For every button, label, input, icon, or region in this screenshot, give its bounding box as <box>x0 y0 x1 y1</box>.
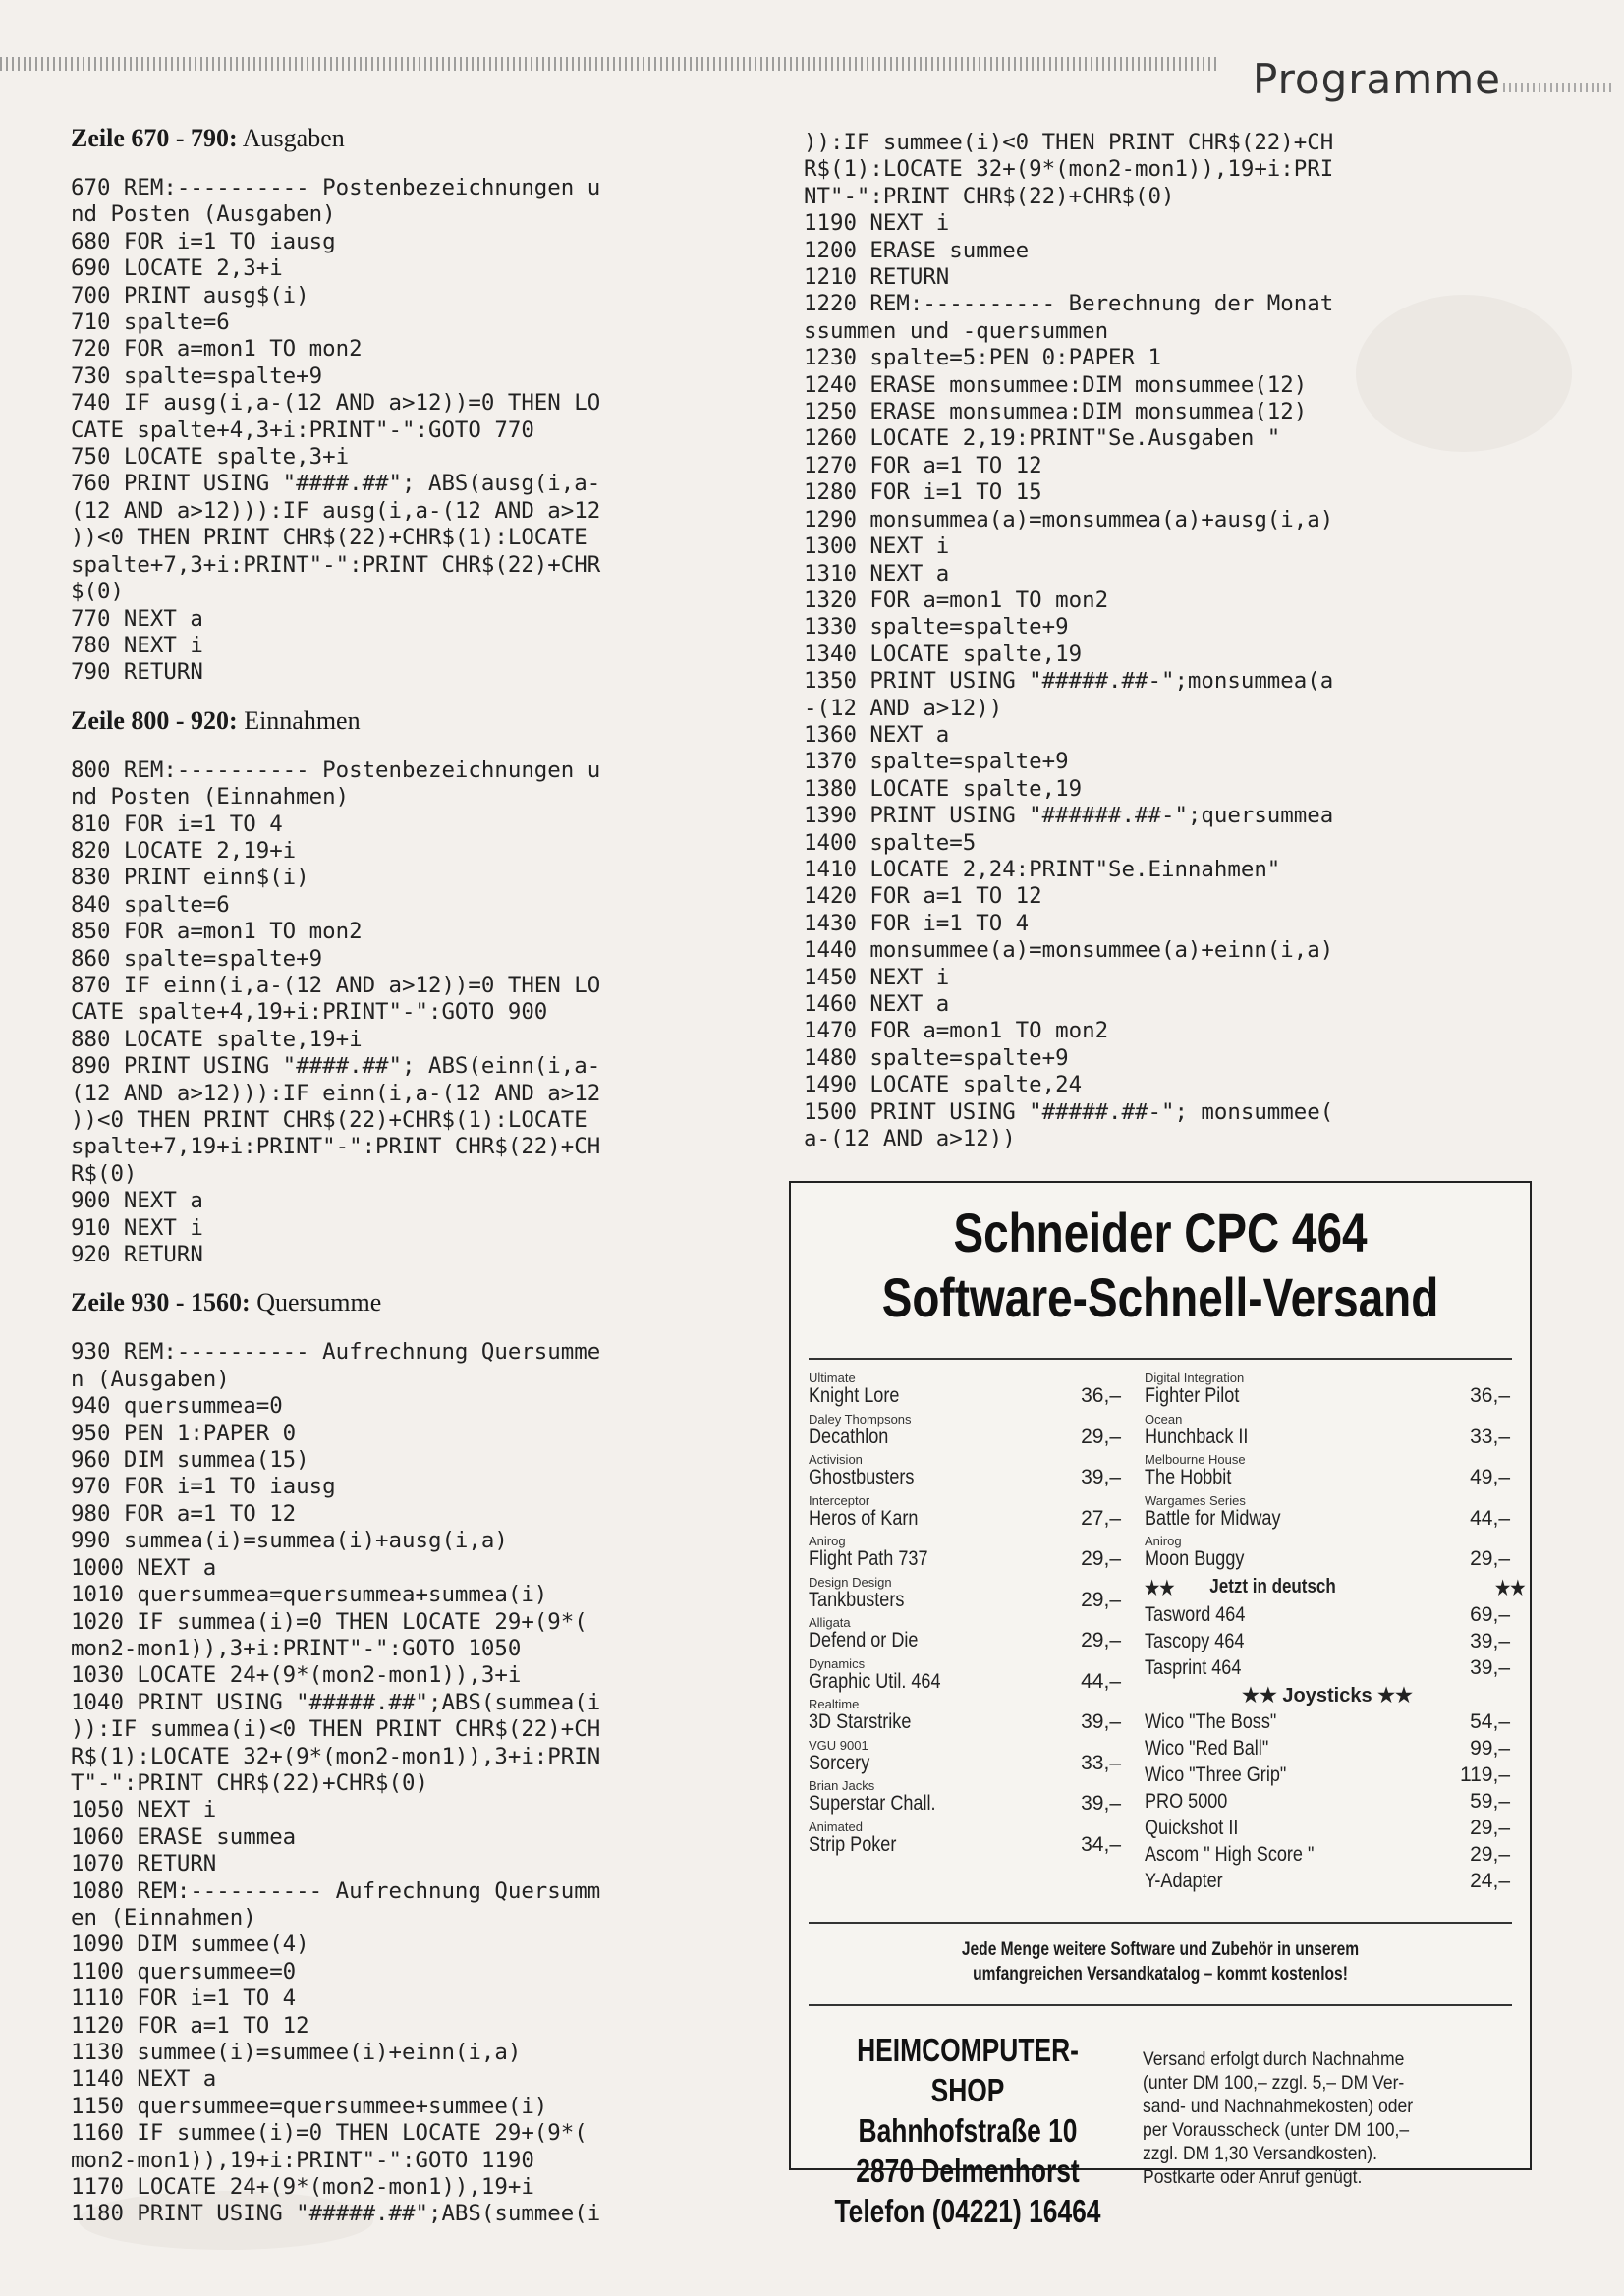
product-row <box>809 1535 1121 1576</box>
code-line: nd Posten (Einnahmen) <box>71 784 350 811</box>
code-line: 690 LOCATE 2,3+i <box>71 255 283 282</box>
product-name: Wico "The Boss" <box>1145 1709 1277 1733</box>
product-price: 69,– <box>1470 1602 1510 1626</box>
code-line: 710 spalte=6 <box>71 309 230 336</box>
product-row <box>809 1616 1121 1657</box>
code-line: T"-":PRINT CHR$(22)+CHR$(0) <box>71 1769 428 1796</box>
code-line: 1350 PRINT USING "#####.##-";monsummea(a <box>804 668 1334 695</box>
section-heading <box>71 1288 719 1317</box>
ad-divider <box>809 1922 1512 1924</box>
german-heading-text: Jetzt in deutsch <box>1209 1575 1336 1597</box>
code-line: 900 NEXT a <box>71 1188 203 1214</box>
code-line: 1500 PRINT USING "#####.##-"; monsummee( <box>804 1098 1334 1125</box>
product-publisher: Digital Integration <box>1145 1371 1245 1385</box>
code-line: mon2-mon1)),19+i:PRINT"-":GOTO 1190 <box>71 2147 534 2173</box>
product-name: Tankbusters <box>809 1588 905 1611</box>
product-name: Wico "Three Grip" <box>1145 1763 1287 1786</box>
code-line: 950 PEN 1:PAPER 0 <box>71 1420 297 1446</box>
code-line: 1310 NEXT a <box>804 560 950 587</box>
code-line: 1150 quersummee=quersummee+summee(i) <box>71 2093 548 2119</box>
product-price: 29,– <box>1470 1816 1510 1839</box>
product-price: 24,– <box>1470 1869 1510 1892</box>
product-name: Flight Path 737 <box>809 1547 928 1570</box>
code-line: 980 FOR a=1 TO 12 <box>71 1500 297 1527</box>
text-line: Versand erfolgt durch Nachnahme <box>1143 2048 1405 2070</box>
product-price: 36,– <box>1081 1384 1121 1407</box>
shop-phone: Telefon (04221) 16464 <box>834 2193 1101 2229</box>
product-row <box>1145 1817 1510 1843</box>
code-line: 1330 spalte=spalte+9 <box>804 614 1069 641</box>
shop-name: HEIMCOMPUTER-SHOP <box>857 2032 1079 2108</box>
code-line: 1440 monsummee(a)=monsummee(a)+einn(i,a) <box>804 937 1334 964</box>
ad-subtitle: Software-Schnell-Versand <box>881 1266 1439 1328</box>
product-price: 44,– <box>1081 1669 1121 1693</box>
product-name: Defend or Die <box>809 1629 919 1652</box>
product-price: 29,– <box>1081 1629 1121 1652</box>
product-name: Graphic Util. 464 <box>809 1669 941 1693</box>
code-line: 860 spalte=spalte+9 <box>71 945 323 972</box>
product-name: Hunchback II <box>1145 1425 1249 1448</box>
product-price: 36,– <box>1470 1384 1510 1407</box>
heading-lines: Zeile 930 - 1560: <box>71 1288 251 1317</box>
product-row <box>809 1739 1121 1780</box>
code-line: 850 FOR a=mon1 TO mon2 <box>71 919 363 945</box>
product-publisher: Ultimate <box>809 1371 856 1385</box>
code-listing <box>71 757 719 1269</box>
product-name: Tascopy 464 <box>1145 1629 1245 1652</box>
code-line: R$(1):LOCATE 32+(9*(mon2-mon1)),19+i:PRI <box>804 156 1334 183</box>
section-ausgaben <box>71 124 719 687</box>
code-line: 1180 PRINT USING "#####.##";ABS(summee(i <box>71 2201 601 2227</box>
code-line: 840 spalte=6 <box>71 891 230 918</box>
code-line: en (Einnahmen) <box>71 1904 256 1931</box>
code-line: 1390 PRINT USING "######.##-";quersummea <box>804 803 1334 829</box>
code-line: 970 FOR i=1 TO iausg <box>71 1474 336 1500</box>
product-row <box>1145 1843 1510 1870</box>
product-publisher: Anirog <box>809 1534 846 1548</box>
product-price: 119,– <box>1460 1763 1510 1786</box>
text-line: zzgl. DM 1,30 Versandkosten). <box>1143 2143 1377 2164</box>
product-row <box>1145 1494 1510 1536</box>
code-line: R$(0) <box>71 1160 138 1187</box>
german-product-list <box>1145 1603 1510 1683</box>
product-name: Superstar Chall. <box>809 1792 936 1815</box>
product-row <box>1145 1764 1510 1790</box>
text-line: per Vorausscheck (unter DM 100,– <box>1143 2119 1410 2141</box>
product-price: 27,– <box>1081 1506 1121 1530</box>
product-price: 33,– <box>1470 1425 1510 1448</box>
code-line: )):IF summea(i)<0 THEN PRINT CHR$(22)+CH <box>71 1716 601 1743</box>
code-line: 920 RETURN <box>71 1242 203 1268</box>
product-price: 39,– <box>1081 1466 1121 1488</box>
product-row <box>1145 1535 1510 1576</box>
code-line: $(0) <box>71 579 124 605</box>
product-name: The Hobbit <box>1145 1466 1232 1488</box>
shop-street: Bahnhofstraße 10 <box>858 2112 1078 2149</box>
code-line: 1340 LOCATE spalte,19 <box>804 641 1083 667</box>
code-line: 1060 ERASE summea <box>71 1823 297 1850</box>
header-rule-left <box>0 57 1218 71</box>
product-row <box>1145 1413 1510 1454</box>
code-line: nd Posten (Ausgaben) <box>71 201 336 228</box>
code-line: CATE spalte+4,3+i:PRINT"-":GOTO 770 <box>71 417 534 443</box>
code-line: 720 FOR a=mon1 TO mon2 <box>71 336 363 363</box>
code-line: 1040 PRINT USING "#####.##";ABS(summea(i <box>71 1689 601 1715</box>
product-name: Strip Poker <box>809 1832 897 1856</box>
code-listing-continued <box>804 130 1491 1152</box>
product-publisher: Design Design <box>809 1574 892 1590</box>
code-line: 1000 NEXT a <box>71 1554 217 1581</box>
shop-address <box>834 2030 1101 2231</box>
text-line: (unter DM 100,– zzgl. 5,– DM Ver- <box>1143 2072 1405 2094</box>
code-line: 1430 FOR i=1 TO 4 <box>804 910 1030 936</box>
code-line: ssummen und -quersummen <box>804 317 1109 344</box>
code-line: n (Ausgaben) <box>71 1366 230 1392</box>
section-einnahmen <box>71 706 719 1269</box>
code-line: 1410 LOCATE 2,24:PRINT"Se.Einnahmen" <box>804 856 1281 882</box>
code-line: 1290 monsummea(a)=monsummea(a)+ausg(i,a) <box>804 506 1334 532</box>
product-publisher: Ocean <box>1145 1411 1183 1427</box>
product-publisher: Daley Thompsons <box>809 1411 912 1427</box>
right-column <box>804 130 1491 1172</box>
code-line: 740 IF ausg(i,a-(12 AND a>12))=0 THEN LO <box>71 390 601 417</box>
code-line: NT"-":PRINT CHR$(22)+CHR$(0) <box>804 183 1175 209</box>
product-price: 54,– <box>1470 1709 1510 1733</box>
code-line: 1260 LOCATE 2,19:PRINT"Se.Ausgaben " <box>804 425 1281 452</box>
code-line: 1490 LOCATE spalte,24 <box>804 1072 1083 1098</box>
star-icon: ★★ <box>1145 1577 1175 1599</box>
product-publisher: Wargames Series <box>1145 1492 1246 1508</box>
code-line: a-(12 AND a>12)) <box>804 1126 1016 1152</box>
product-price: 39,– <box>1081 1792 1121 1815</box>
product-name: Decathlon <box>809 1425 889 1448</box>
product-price: 29,– <box>1081 1547 1121 1570</box>
code-line: 880 LOCATE spalte,19+i <box>71 1026 363 1052</box>
catalog-note <box>858 1937 1464 1987</box>
code-line: 790 RETURN <box>71 659 203 686</box>
code-line: 910 NEXT i <box>71 1214 203 1241</box>
product-price: 99,– <box>1470 1736 1510 1760</box>
product-price: 29,– <box>1081 1425 1121 1448</box>
code-line: 760 PRINT USING "####.##"; ABS(ausg(i,a- <box>71 471 601 497</box>
page-header-title: Programme <box>1253 55 1501 103</box>
product-price: 29,– <box>1470 1547 1510 1570</box>
product-publisher: Interceptor <box>809 1492 870 1508</box>
left-column <box>71 116 719 2248</box>
code-listing <box>71 1339 719 2227</box>
product-publisher: Realtime <box>809 1697 860 1711</box>
product-name: Ascom " High Score " <box>1145 1842 1315 1866</box>
ad-title: Schneider CPC 464 <box>953 1202 1368 1263</box>
product-price: 33,– <box>1081 1751 1121 1774</box>
code-line: 810 FOR i=1 TO 4 <box>71 811 283 837</box>
product-name: Wico "Red Ball" <box>1145 1736 1269 1760</box>
product-publisher: Anirog <box>1145 1534 1182 1548</box>
code-line: 800 REM:---------- Postenbezeichnungen u <box>71 756 601 783</box>
code-line: 1240 ERASE monsummee:DIM monsummee(12) <box>804 371 1308 398</box>
code-line: 1420 FOR a=1 TO 12 <box>804 883 1042 910</box>
product-price: 29,– <box>1081 1588 1121 1611</box>
product-row <box>809 1494 1121 1536</box>
product-row <box>1145 1710 1510 1737</box>
code-line: 1080 REM:---------- Aufrechnung Quersumm <box>71 1877 601 1904</box>
ad-divider <box>809 1358 1512 1360</box>
code-line: 1210 RETURN <box>804 264 950 291</box>
code-line: 1110 FOR i=1 TO 4 <box>71 1986 297 2012</box>
header-rule-right <box>1503 83 1611 92</box>
joystick-product-list <box>1145 1710 1510 1896</box>
code-line: 990 summea(i)=summea(i)+ausg(i,a) <box>71 1528 508 1554</box>
product-price: 29,– <box>1470 1842 1510 1866</box>
product-price: 34,– <box>1081 1832 1121 1856</box>
code-line: 1370 spalte=spalte+9 <box>804 749 1069 775</box>
code-line: 1140 NEXT a <box>71 2066 217 2093</box>
product-list-right <box>1145 1371 1526 1896</box>
product-row <box>1145 1603 1510 1630</box>
code-line: CATE spalte+4,19+i:PRINT"-":GOTO 900 <box>71 999 548 1026</box>
code-line: 1270 FOR a=1 TO 12 <box>804 452 1042 478</box>
code-line: (12 AND a>12))):IF ausg(i,a-(12 AND a>12 <box>71 497 601 524</box>
code-line: 1470 FOR a=mon1 TO mon2 <box>804 1018 1109 1044</box>
product-row <box>1145 1372 1510 1413</box>
product-name: Fighter Pilot <box>1145 1384 1240 1407</box>
code-line: 1200 ERASE summee <box>804 237 1030 263</box>
code-line: 820 LOCATE 2,19+i <box>71 837 297 864</box>
product-row <box>809 1820 1121 1862</box>
product-row <box>1145 1870 1510 1896</box>
code-line: 1030 LOCATE 24+(9*(mon2-mon1)),3+i <box>71 1662 522 1689</box>
code-line: 1220 REM:---------- Berechnung der Monat <box>804 291 1334 317</box>
product-name: Ghostbusters <box>809 1466 915 1488</box>
code-line: 870 IF einn(i,a-(12 AND a>12))=0 THEN LO <box>71 972 601 998</box>
product-price: 59,– <box>1470 1789 1510 1813</box>
product-row <box>809 1779 1121 1820</box>
code-line: 1160 IF summee(i)=0 THEN LOCATE 29+(9*( <box>71 2120 588 2147</box>
code-line: 1190 NEXT i <box>804 210 950 237</box>
code-line: 1480 spalte=spalte+9 <box>804 1044 1069 1071</box>
catalog-note-line: Jede Menge weitere Software und Zubehör in unserem <box>961 1939 1360 1960</box>
code-line: 940 quersummea=0 <box>71 1393 283 1420</box>
product-row <box>1145 1737 1510 1764</box>
heading-label: Einnahmen <box>237 705 361 735</box>
product-publisher: Melbourne House <box>1145 1452 1246 1467</box>
star-icon: ★★ <box>1495 1577 1526 1599</box>
code-line: 1460 NEXT a <box>804 991 950 1017</box>
code-line: 830 PRINT einn$(i) <box>71 865 309 891</box>
code-line: 1130 summee(i)=summee(i)+einn(i,a) <box>71 2040 522 2065</box>
product-row <box>809 1698 1121 1739</box>
code-line: -(12 AND a>12)) <box>804 695 1003 721</box>
product-name: 3D Starstrike <box>809 1710 912 1733</box>
heading-lines: Zeile 670 - 790: <box>71 124 238 152</box>
advertisement <box>789 1181 1532 2229</box>
code-line: 1230 spalte=5:PEN 0:PAPER 1 <box>804 345 1161 371</box>
joystick-heading: ★★ Joysticks ★★ <box>1241 1684 1413 1707</box>
code-line: 730 spalte=spalte+9 <box>71 363 323 389</box>
product-publisher: Activision <box>809 1452 863 1467</box>
code-line: 1100 quersummee=0 <box>71 1958 297 1985</box>
ad-divider <box>809 2004 1512 2006</box>
code-line: spalte+7,19+i:PRINT"-":PRINT CHR$(22)+CH <box>71 1134 601 1160</box>
product-row <box>1145 1656 1510 1683</box>
product-price: 44,– <box>1470 1506 1510 1530</box>
code-line: 780 NEXT i <box>71 632 203 658</box>
code-line: 770 NEXT a <box>71 605 203 632</box>
product-name: Battle for Midway <box>1145 1506 1281 1530</box>
product-publisher: Brian Jacks <box>809 1778 875 1793</box>
code-line: 750 LOCATE spalte,3+i <box>71 444 350 471</box>
code-line: 1170 LOCATE 24+(9*(mon2-mon1)),19+i <box>71 2174 534 2201</box>
product-row <box>1145 1630 1510 1656</box>
shop-city: 2870 Delmenhorst <box>856 2153 1080 2189</box>
product-name: Moon Buggy <box>1145 1547 1245 1570</box>
heading-label: Ausgaben <box>237 124 345 152</box>
product-price: 39,– <box>1470 1629 1510 1652</box>
code-line: R$(1):LOCATE 32+(9*(mon2-mon1)),3+i:PRIN <box>71 1743 601 1769</box>
product-row <box>1145 1790 1510 1817</box>
product-list-left <box>809 1372 1121 1861</box>
code-line: 700 PRINT ausg$(i) <box>71 282 309 308</box>
product-row <box>809 1413 1121 1454</box>
product-publisher: Dynamics <box>809 1655 866 1671</box>
code-line: 680 FOR i=1 TO iausg <box>71 228 336 254</box>
product-row <box>809 1372 1121 1413</box>
product-name: Sorcery <box>809 1751 870 1774</box>
catalog-note-line: umfangreichen Versandkatalog – kommt kostenlos! <box>973 1964 1348 1985</box>
code-line: )):IF summee(i)<0 THEN PRINT CHR$(22)+CH <box>804 130 1334 155</box>
german-heading <box>1145 1575 1526 1603</box>
product-name: Y-Adapter <box>1145 1869 1223 1892</box>
code-line: 1250 ERASE monsummea:DIM monsummea(12) <box>804 399 1308 425</box>
product-row <box>809 1576 1121 1617</box>
product-name: Knight Lore <box>809 1384 900 1407</box>
code-line: 1400 spalte=5 <box>804 829 977 856</box>
product-name: Heros of Karn <box>809 1506 919 1530</box>
product-publisher: VGU 9001 <box>809 1737 868 1753</box>
section-quersumme <box>71 1288 719 2227</box>
product-name: Tasword 464 <box>1145 1602 1246 1626</box>
code-line: 1090 DIM summee(4) <box>71 1932 309 1958</box>
code-line: 1020 IF summea(i)=0 THEN LOCATE 29+(9*( <box>71 1608 588 1635</box>
product-name: Tasprint 464 <box>1145 1655 1242 1679</box>
shipping-info <box>1143 2047 1434 2189</box>
code-line: 1360 NEXT a <box>804 721 950 748</box>
product-name: PRO 5000 <box>1145 1789 1228 1813</box>
code-line: 1070 RETURN <box>71 1851 217 1877</box>
code-listing <box>71 175 719 687</box>
text-line: sand- und Nachnahmekosten) oder <box>1143 2096 1414 2117</box>
code-line: 890 PRINT USING "####.##"; ABS(einn(i,a- <box>71 1053 601 1080</box>
product-publisher: Animated <box>809 1819 863 1834</box>
text-line: Postkarte oder Anruf genügt. <box>1143 2166 1363 2188</box>
product-row <box>1145 1453 1510 1494</box>
product-name: Quickshot II <box>1145 1816 1239 1839</box>
code-line: 1450 NEXT i <box>804 964 950 990</box>
code-line: 1010 quersummea=quersummea+summea(i) <box>71 1582 548 1608</box>
section-heading <box>71 124 719 153</box>
code-line: ))<0 THEN PRINT CHR$(22)+CHR$(1):LOCATE <box>71 525 588 551</box>
code-line: 930 REM:---------- Aufrechnung Quersumme <box>71 1339 601 1366</box>
code-line: (12 AND a>12))):IF einn(i,a-(12 AND a>12 <box>71 1080 601 1106</box>
code-line: 1300 NEXT i <box>804 533 950 560</box>
code-line: ))<0 THEN PRINT CHR$(22)+CHR$(1):LOCATE <box>71 1107 588 1133</box>
code-line: spalte+7,3+i:PRINT"-":PRINT CHR$(22)+CHR <box>71 551 601 578</box>
product-price: 49,– <box>1470 1466 1510 1488</box>
heading-lines: Zeile 800 - 920: <box>71 705 238 735</box>
code-line: 670 REM:---------- Postenbezeichnungen u <box>71 175 601 200</box>
product-price: 39,– <box>1081 1710 1121 1733</box>
heading-label: Quersumme <box>250 1288 382 1317</box>
product-sublist <box>1145 1372 1510 1576</box>
code-line: 960 DIM summea(15) <box>71 1447 309 1474</box>
product-row <box>809 1453 1121 1494</box>
code-line: 1320 FOR a=mon1 TO mon2 <box>804 587 1109 613</box>
code-line: mon2-mon1)),3+i:PRINT"-":GOTO 1050 <box>71 1635 522 1661</box>
product-row <box>809 1657 1121 1699</box>
code-line: 1280 FOR i=1 TO 15 <box>804 479 1042 506</box>
section-heading <box>71 706 719 736</box>
code-line: 1050 NEXT i <box>71 1797 217 1823</box>
product-publisher: Alligata <box>809 1615 851 1630</box>
code-line: 1120 FOR a=1 TO 12 <box>71 2012 309 2039</box>
product-price: 39,– <box>1470 1655 1510 1679</box>
code-line: 1380 LOCATE spalte,19 <box>804 775 1083 802</box>
